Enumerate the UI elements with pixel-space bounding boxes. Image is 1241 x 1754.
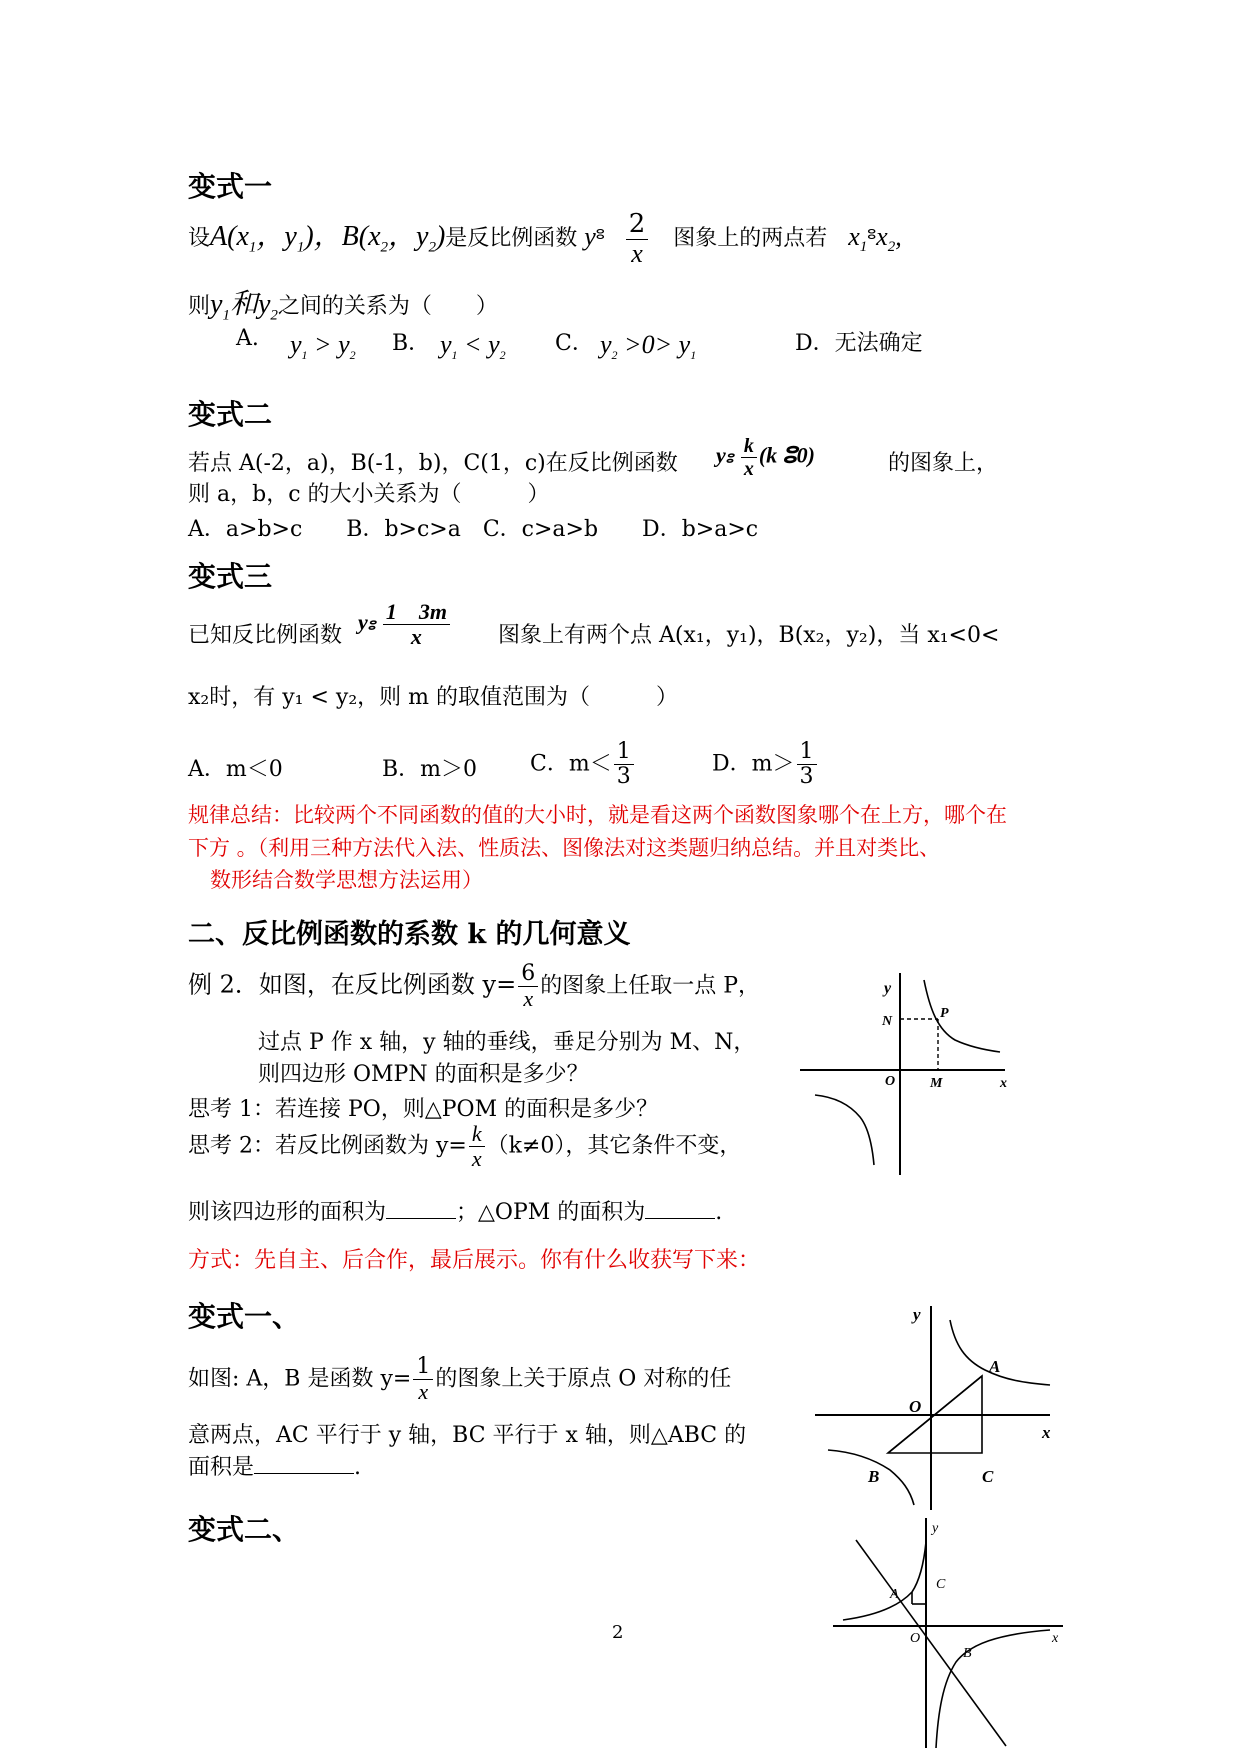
figure-variant-b1 xyxy=(810,1300,1060,1510)
example-2-line2: 过点 P 作 x 轴，y 轴的垂线，垂足分别为 M、N， xyxy=(258,1030,756,1055)
y1-and-y2: $y_1$和$y_2$ xyxy=(210,289,278,324)
variant-1-option-c: C． xyxy=(555,331,594,356)
fraction-2-over-x: $\frac{2}{x}$ xyxy=(626,210,649,268)
variant-1-option-a-value: $y_1 > y_2$ xyxy=(290,330,356,363)
variant-2-line1-end: 的图象上， xyxy=(888,451,999,476)
label-o: O xyxy=(909,1397,922,1416)
example-2-line1: 例 2．如图，在反比例函数 y= $\frac{6}{x}$ 的图象上任取一点 P， xyxy=(188,961,760,1012)
variant-2-line2: 则 a，b，c 的大小关系为（ ） xyxy=(188,482,550,507)
variant-3-option-d: D．m＞ $\frac{1}{3}$ xyxy=(712,740,819,789)
variant-1-option-b: B． xyxy=(392,331,431,356)
garbled-equals-1: ⵓ xyxy=(595,227,605,244)
label-o: O xyxy=(910,1631,921,1646)
curve-q3 xyxy=(815,1095,874,1165)
point-b: $B(x_2$，$y_2$) xyxy=(341,221,446,256)
label-y: y xyxy=(913,1305,921,1324)
after-text: 图象上的两点若 xyxy=(673,226,828,252)
label-b: B xyxy=(963,1646,972,1661)
variant-3-option-b: B．m＞0 xyxy=(382,757,478,782)
example-2-line3: 则四边形 OMPN 的面积是多少？ xyxy=(258,1062,589,1087)
variant-b1-line2: 意两点，AC 平行于 y 轴，BC 平行于 x 轴，则△ABC 的 xyxy=(188,1423,747,1448)
think-1: 思考 1：若连接 PO，则△POM 的面积是多少？ xyxy=(188,1097,659,1122)
curve-q4 xyxy=(936,1630,1050,1748)
think-2: 思考 2：若反比例函数为 y= $\frac{k}{x}$ （k≠0），其它条件不变， xyxy=(188,1121,742,1172)
variant-3-title: 变式三 xyxy=(188,560,273,593)
curve-q2 xyxy=(843,1542,926,1620)
label-y: y xyxy=(884,980,892,997)
variant-1-option-a: A. xyxy=(236,326,259,351)
relation-text: 之间的关系为（ ） xyxy=(277,294,498,319)
variant-1-question-line2 xyxy=(188,282,498,325)
func-y: y xyxy=(584,222,596,252)
variant-3-line1-pre: 已知反比例函数 xyxy=(188,623,343,648)
label-y: y xyxy=(932,1521,939,1536)
mid-text: 是反比例函数 xyxy=(445,226,578,252)
then-text: 则 xyxy=(188,294,211,319)
variant-3-line2: x₂时，有 y₁ < y₂，则 m 的取值范围为（ ） xyxy=(188,685,678,710)
q-prefix: 设 xyxy=(188,226,211,252)
blank-triangle-area[interactable] xyxy=(645,1218,715,1219)
label-m: M xyxy=(930,1076,943,1091)
variant-b1-line1: 如图: A，B 是函数 y= $\frac{1}{x}$ 的图象上关于原点 O 对称的任 xyxy=(188,1354,732,1405)
variant-3-formula: yⵓ $\frac{1 3m}{x}$ xyxy=(358,600,452,649)
variant-2-formula: yⵓ $\frac{k}{x}$ (k ⵓ0) xyxy=(716,435,815,480)
garbled-lt: ⵓ xyxy=(867,227,877,244)
variant-3-option-a: A．m＜0 xyxy=(188,757,283,782)
curve-q1 xyxy=(924,980,1000,1052)
method-text: 方式：先自主、后合作，最后展示。你有什么收获写下来： xyxy=(188,1248,761,1273)
variant-1-option-d: D．无法确定 xyxy=(795,331,923,356)
variant-b2-title: 变式二、 xyxy=(188,1513,301,1546)
variant-2-title: 变式二 xyxy=(188,398,273,431)
variant-1-option-b-value: $y_1 < y_2$ xyxy=(440,330,506,363)
blank-quad-area[interactable] xyxy=(386,1218,456,1219)
blank-abc-area[interactable] xyxy=(254,1473,354,1474)
label-n: N xyxy=(882,1014,893,1029)
label-a: A xyxy=(989,1357,1001,1376)
figure-example-2 xyxy=(800,965,1020,1180)
label-x: x xyxy=(1000,1076,1007,1091)
variant-3-option-c: C．m＜ $\frac{1}{3}$ xyxy=(530,740,636,789)
page-number: 2 xyxy=(612,1622,624,1643)
section-2-title: 二、反比例函数的系数 k 的几何意义 xyxy=(188,919,631,950)
summary-line3: 数形结合数学思想方法运用） xyxy=(210,868,483,892)
label-p: P xyxy=(940,1006,949,1021)
label-c: C xyxy=(936,1577,946,1592)
label-a: A xyxy=(890,1587,899,1602)
variant-2-options: A．a>b>c B．b>c>a C．c>a>b D．b>a>c xyxy=(188,517,759,542)
label-b: B xyxy=(868,1467,880,1486)
point-a: $A(x_1$，$y_1$)， xyxy=(210,221,342,256)
x1-text: $x_1$ xyxy=(848,222,868,256)
summary-line2: 下方 。（利用三种方法代入法、性质法、图像法对这类题归纳总结。并且对类比、 xyxy=(188,836,941,860)
variant-1-question-line1 xyxy=(188,210,902,268)
variant-b1-title: 变式一、 xyxy=(188,1300,301,1333)
variant-b1-line3: 面积是 . xyxy=(188,1455,362,1480)
label-c: C xyxy=(982,1467,994,1486)
label-x: x xyxy=(1042,1423,1051,1442)
x2-text: $x_2$, xyxy=(876,222,902,256)
figure-variant-b2 xyxy=(828,1512,1068,1752)
label-x: x xyxy=(1052,1631,1059,1646)
variant-1-title: 变式一 xyxy=(188,170,273,203)
think-2-answer-line: 则该四边形的面积为 ；△OPM 的面积为 . xyxy=(188,1200,723,1225)
variant-1-option-c-value: $y_2 >0> y_1$ xyxy=(600,330,697,363)
label-o: O xyxy=(885,1074,896,1089)
variant-3-line1-post: 图象上有两个点 A(x₁，y₁)，B(x₂，y₂)，当 x₁<0< xyxy=(498,623,1000,648)
summary-line1: 规律总结：比较两个不同函数的值的大小时，就是看这两个函数图象哪个在上方，哪个在 xyxy=(188,803,1007,827)
variant-2-line1: 若点 A(-2，a)，B(-1，b)，C(1，c)在反比例函数 xyxy=(188,451,678,476)
